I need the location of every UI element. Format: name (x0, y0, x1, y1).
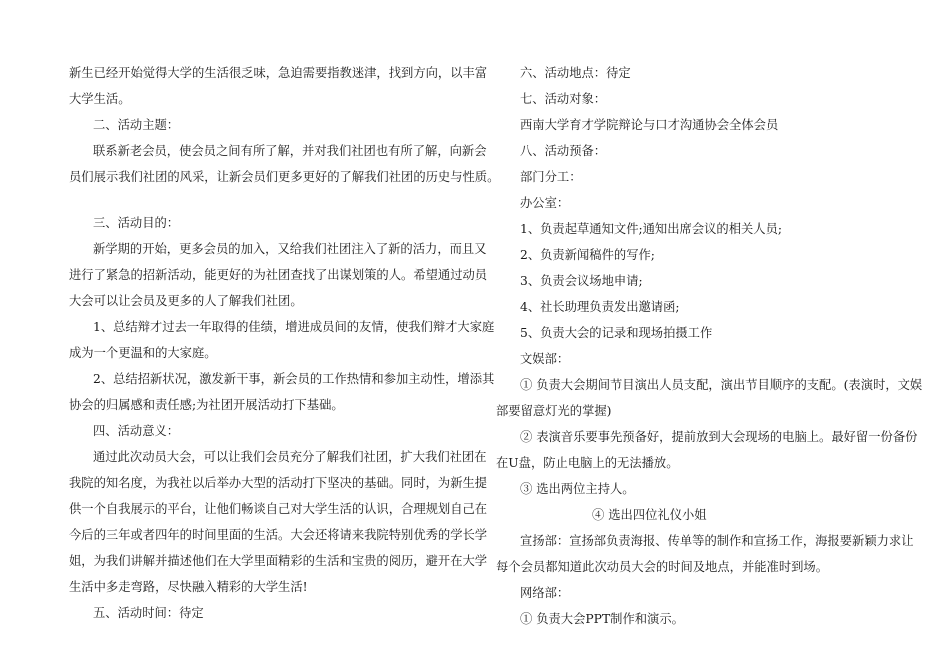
section-heading: 三、活动目的： (93, 216, 180, 230)
paragraph-line: 姐，为我们讲解并描述他们在大学里面精彩的生活和宝贵的阅历，避开在大学 (69, 554, 488, 568)
paragraph-line: 办公室： (520, 196, 570, 210)
paragraph-line: 2、总结招新状况，激发新干事，新会员的工作热情和参加主动性，增添其 (93, 372, 495, 386)
paragraph-line: 部门分工： (520, 170, 582, 184)
paragraph-line: 进行了紧急的招新活动，能更好的为社团查找了出谋划策的人。希望通过动员 (69, 268, 488, 282)
list-item: ④ 选出四位礼仪小姐 (592, 508, 707, 522)
list-item: 2、负责新闻稿件的写作; (520, 248, 655, 262)
paragraph-line: 联系新老会员，使会员之间有所了解，并对我们社团也有所了解，向新会 (93, 144, 487, 158)
list-item: ① 负责大会PPT制作和演示。 (520, 612, 684, 626)
paragraph-line: 西南大学育才学院辩论与口才沟通协会全体会员 (520, 118, 779, 132)
paragraph-line: 员们展示我们社团的风采，让新会员们更多更好的了解我们社团的历史与性质。 (69, 170, 500, 184)
paragraph-line: 每个会员都知道此次动员大会的时间及地点，并能准时到场。 (496, 560, 829, 574)
paragraph-line: 文娱部： (520, 352, 570, 366)
section-heading: 六、活动地点：待定 (520, 66, 631, 80)
section-heading: 二、活动主题： (93, 118, 180, 132)
list-item: 3、负责会议场地申请; (520, 274, 643, 288)
paragraph-line: 在U盘，防止电脑上的无法播放。 (496, 456, 679, 470)
list-item: ① 负责大会期间节目演出人员支配，演出节目顺序的支配。(表演时，文娱 (520, 378, 923, 392)
paragraph-line: 1、总结辩才过去一年取得的佳绩，增进成员间的友情，使我们辩才大家庭 (93, 320, 495, 334)
paragraph-line: 生活中多走弯路，尽快融入精彩的大学生活! (69, 580, 308, 594)
section-heading: 八、活动预备： (520, 144, 607, 158)
paragraph-line: 协会的归属感和责任感;为社团开展活动打下基础。 (69, 398, 344, 412)
paragraph-line: 部要留意灯光的掌握) (496, 404, 612, 418)
list-item: 1、负责起草通知文件;通知出席会议的相关人员; (520, 222, 783, 236)
section-heading: 五、活动时间：待定 (93, 606, 204, 620)
paragraph-line: 通过此次动员大会，可以让我们会员充分了解我们社团，扩大我们社团在 (93, 450, 487, 464)
paragraph-line: 供一个自我展示的平台，让他们畅谈自己对大学生活的认识，合理规划自己在 (69, 502, 488, 516)
list-item: ② 表演音乐要事先预备好，提前放到大会现场的电脑上。最好留一份备份 (520, 430, 918, 444)
paragraph-line: 今后的三年或者四年的时间里面的生活。大会还将请来我院特别优秀的学长学 (69, 528, 488, 542)
list-item: 5、负责大会的记录和现场拍摄工作 (520, 326, 713, 340)
section-heading: 七、活动对象： (520, 92, 607, 106)
paragraph-line: 网络部： (520, 586, 570, 600)
list-item: ③ 选出两位主持人。 (520, 482, 635, 496)
paragraph-line: 宣扬部：宣扬部负责海报、传单等的制作和宣扬工作，海报要新颖力求让 (520, 534, 914, 548)
section-heading: 四、活动意义： (93, 424, 180, 438)
paragraph-line: 大学生活。 (69, 92, 131, 106)
list-item: 4、社长助理负责发出邀请函; (520, 300, 680, 314)
paragraph-line: 大会可以让会员及更多的人了解我们社团。 (69, 294, 303, 308)
paragraph-line: 我院的知名度，为我社以后举办大型的活动打下坚决的基础。同时，为新生提 (69, 476, 488, 490)
paragraph-line: 成为一个更温和的大家庭。 (69, 346, 217, 360)
paragraph-line: 新生已经开始觉得大学的生活很乏味，急迫需要指教迷津，找到方向，以丰富 (69, 66, 488, 80)
paragraph-line: 新学期的开始，更多会员的加入，又给我们社团注入了新的活力，而且又 (93, 242, 487, 256)
